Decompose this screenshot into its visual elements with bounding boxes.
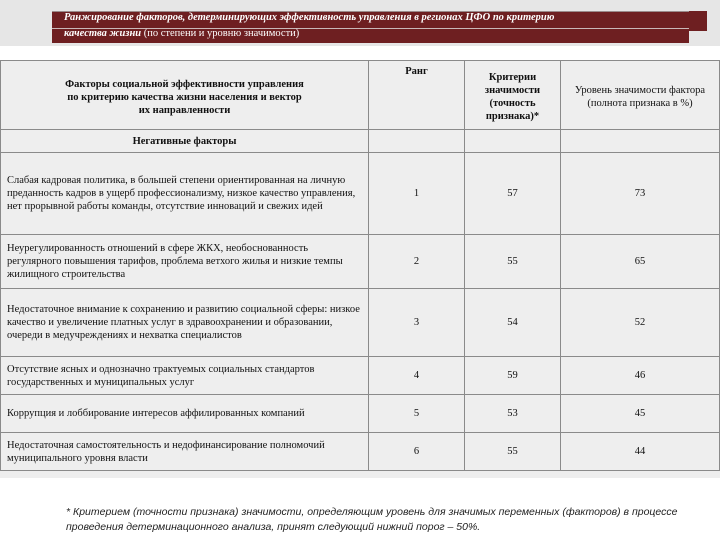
footnote: * Критерием (точности признака) значимости, определяющим уровень для значимых переменных (факторов) в процессе проведения детерминационного анализа, принят следующий нижний порог – 50%. xyxy=(66,506,678,533)
section-empty-cell xyxy=(561,130,720,153)
factor-cell: Отсутствие ясных и однозначно трактуемых социальных стандартов государственных и муниципальных услуг xyxy=(1,357,369,395)
factors-table xyxy=(0,60,720,471)
level-cell: 73 xyxy=(561,153,720,235)
table-container xyxy=(0,60,720,478)
factor-cell: Слабая кадровая политика, в большей степени ориентированная на личную преданность кадров в ущерб профессионализму, низкое качество управления, нет прорывной работы команды, отсутствие инноваций и свежих идей xyxy=(1,153,369,235)
section-empty-cell xyxy=(369,130,465,153)
table-row xyxy=(1,235,720,289)
criterion-cell: 57 xyxy=(465,153,561,235)
table-header-row xyxy=(1,61,720,130)
section-empty-cell xyxy=(465,130,561,153)
rank-cell: 4 xyxy=(369,357,465,395)
level-cell: 45 xyxy=(561,395,720,433)
title-line-1: Ранжирование факторов, детерминирующих эффективность управления в регионах ЦФО по критерию xyxy=(64,12,555,23)
factor-cell: Коррупция и лоббирование интересов аффилированных компаний xyxy=(1,395,369,433)
rank-cell: 6 xyxy=(369,433,465,471)
table-row xyxy=(1,289,720,357)
factor-cell: Недостаточная самостоятельность и недофинансирование полномочий муниципального уровня власти xyxy=(1,433,369,471)
rank-cell: 5 xyxy=(369,395,465,433)
table-row xyxy=(1,433,720,471)
header-rank: Ранг xyxy=(369,61,465,130)
rank-cell: 3 xyxy=(369,289,465,357)
criterion-cell: 53 xyxy=(465,395,561,433)
section-title: Негативные факторы xyxy=(1,130,369,153)
criterion-cell: 54 xyxy=(465,289,561,357)
header-factors: Факторы социальной эффективности управления по критерию качества жизни населения и вектор их направленности xyxy=(1,61,369,130)
criterion-cell: 59 xyxy=(465,357,561,395)
criterion-cell: 55 xyxy=(465,235,561,289)
level-cell: 44 xyxy=(561,433,720,471)
title-line-2 xyxy=(64,26,684,42)
rank-cell: 1 xyxy=(369,153,465,235)
title-line-2-bold: качества жизни xyxy=(64,28,142,39)
level-cell: 65 xyxy=(561,235,720,289)
rank-cell: 2 xyxy=(369,235,465,289)
section-row xyxy=(1,130,720,153)
table-row xyxy=(1,395,720,433)
header-level: Уровень значимости фактора (полнота признака в %) xyxy=(561,61,720,130)
header-criterion: Критерии значимости (точность признака)* xyxy=(465,61,561,130)
table-row xyxy=(1,153,720,235)
level-cell: 46 xyxy=(561,357,720,395)
slide-title xyxy=(64,10,684,42)
table-row xyxy=(1,357,720,395)
title-line-2-rest: (по степени и уровню значимости) xyxy=(141,28,300,39)
criterion-cell: 55 xyxy=(465,433,561,471)
level-cell: 52 xyxy=(561,289,720,357)
factor-cell: Недостаточное внимание к сохранению и развитию социальной сферы: низкое качество и увеличение платных услуг в здравоохранении и образовании, очереди в медучреждениях и нехватка специалистов xyxy=(1,289,369,357)
corner-square xyxy=(689,11,707,31)
factor-cell: Неурегулированность отношений в сфере ЖКХ, необоснованность регулярного повышения тарифов, проблема ветхого жилья и низкие темпы жилищного строительства xyxy=(1,235,369,289)
